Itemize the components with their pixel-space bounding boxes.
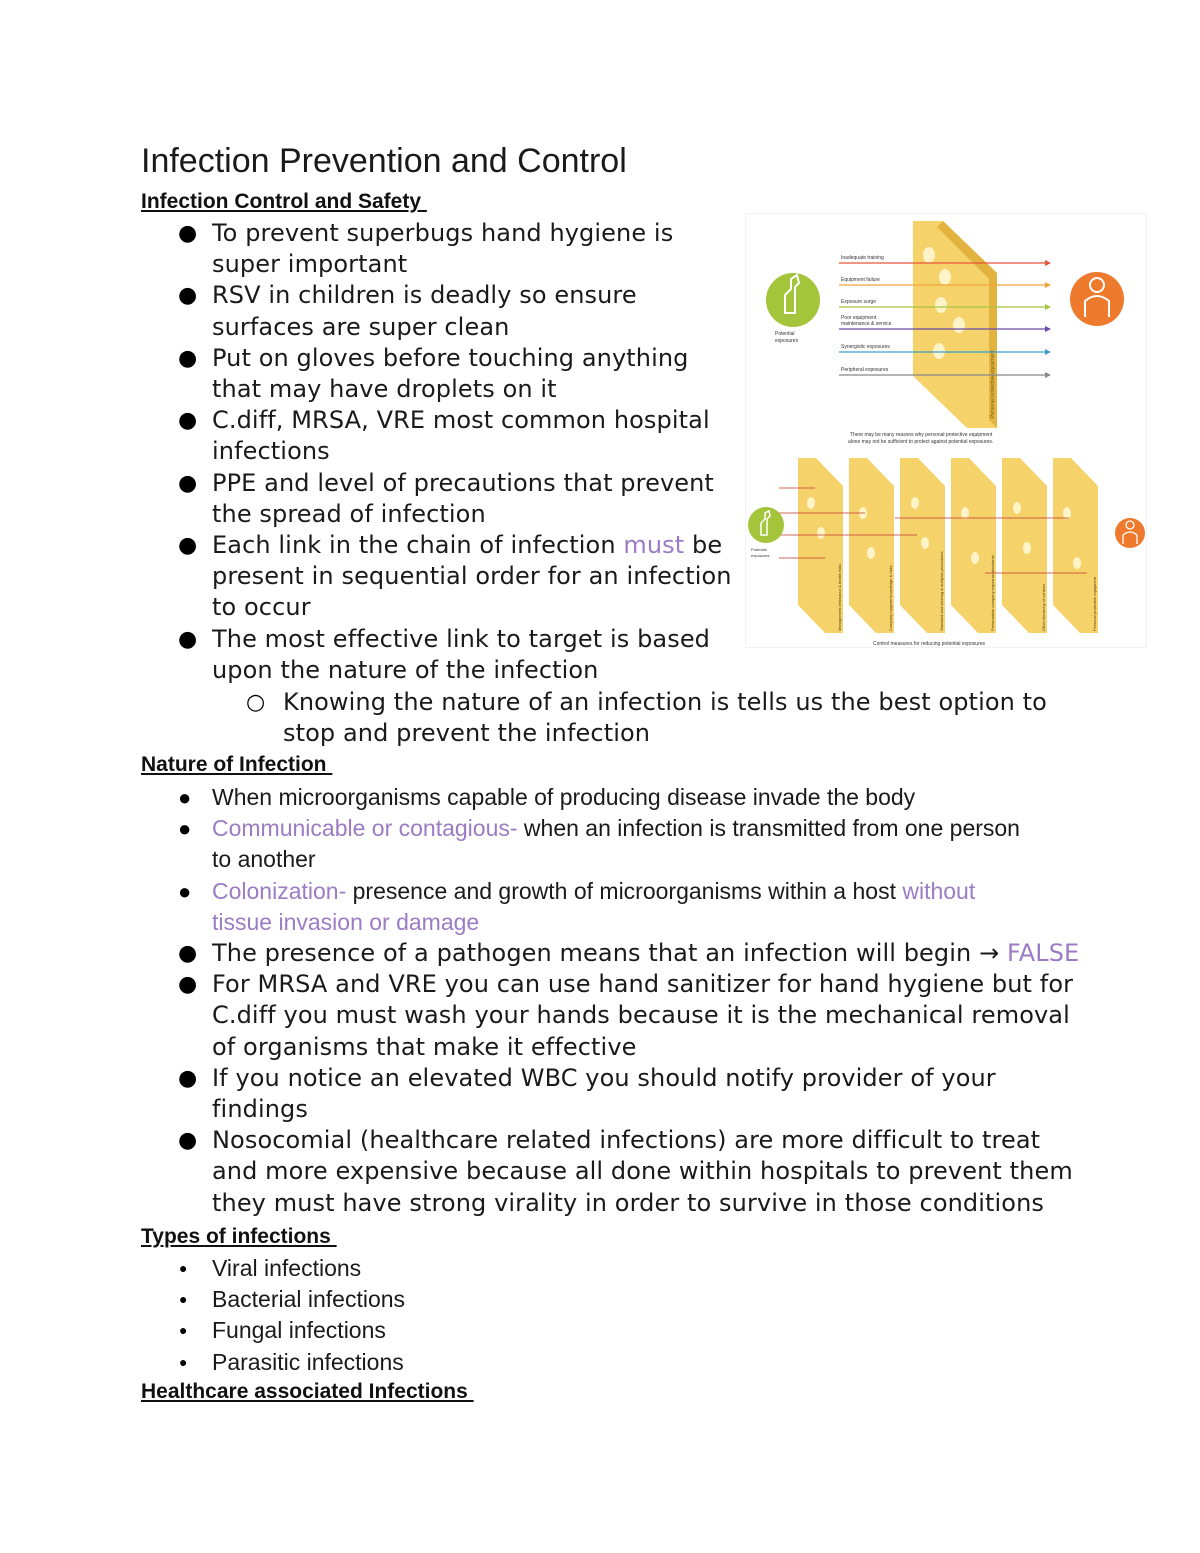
list-item: ● Each link in the chain of infection must be present in sequential order for an infection to occur [178,531,732,622]
list-item: ● PPE and level of precautions that prevent the spread of infection [178,468,714,528]
ppe-panel-label: Personal protective equipment [990,350,996,418]
bullet-icon: ● [178,1065,198,1091]
bullet-icon: ● [178,816,192,842]
cheese-hole [935,297,947,313]
list-item: ● Viral infections [141,1253,741,1284]
term-highlight: Communicable or contagious- [212,815,518,842]
bullet-icon: ● [178,408,198,434]
slice-label: Personal protective equipment [1092,576,1097,631]
list-item: ● For MRSA and VRE you can use hand sanitizer for hand hygiene but for C.diff you must wash your hands because it is the mechanical removal of organisms that make it effective [178,970,1074,1061]
cheese-hole [939,269,951,285]
bullet-icon: ● [178,533,198,559]
bullet-icon: ● [179,1291,188,1308]
bullet-icon: ● [178,878,192,904]
term-highlight: Colonization- [212,877,347,904]
highlight-text: must [623,531,685,560]
page-title: Infection Prevention and Control [141,142,627,180]
bottom-caption: Control measures for reducing potential exposures [873,641,986,647]
slice-label: Other hierarchy of controls [1041,583,1046,631]
bullet-icon: ● [178,470,198,496]
list-item: ● The most effective link to target is based upon the nature of the infection [178,624,711,684]
list-item: ● The presence of a pathogen means that an infection will begin → FALSE [141,938,1141,969]
list-item: ● Parasitic infections [141,1347,741,1378]
slice-label: Standard and wearing & analysis procedures [939,551,944,631]
person-icon [1070,272,1124,326]
reason-label: Equipment failure [841,277,880,283]
cheese-hole [971,552,979,564]
bullet-icon: ● [178,1128,198,1154]
false-highlight: FALSE [1007,939,1080,968]
cheese-hole [961,507,969,519]
cheese-hole [1073,557,1081,569]
bullet-icon: ● [179,1322,188,1339]
reason-label: Inadequate training [841,255,884,261]
list-item: ● Nosocomial (healthcare related infections) are more difficult to treat and more expensive because all done within hospitals to prevent them they must have strong virality in order to survive in those conditions [178,1126,1073,1217]
source-label: Potential [775,331,795,337]
bullet-icon: ● [178,972,198,998]
swiss-cheese-model-figure [745,213,1147,648]
list-item: ● Communicable or contagious- when an infection is transmitted from one person to another [178,815,1020,873]
section-heading-types-of-infections: Types of infections [141,1225,337,1248]
cheese-hole [1013,502,1021,514]
types-of-infections-list [141,1253,741,1378]
infection-control-sublist [212,687,1092,749]
bullet-icon: ● [178,283,198,309]
reason-label: Synergistic exposures [841,344,890,350]
bullet-icon: ● [178,221,198,246]
bullet-icon: ● [178,941,198,967]
list-item: ● C.diff, MRSA, VRE most common hospital infections [178,406,710,466]
hollow-bullet-icon: ○ [246,690,266,715]
reason-label: Peripheral exposures [841,367,889,373]
source-label: exposures [751,553,770,558]
bullet-icon: ● [179,1353,188,1370]
reason-label: maintenance & service [841,321,892,327]
list-item: ● Put on gloves before touching anything that may have droplets on it [178,343,689,404]
potential-exposures-icon [766,273,820,327]
cheese-hole [911,497,919,509]
cheese-hole [921,537,929,549]
section-heading-nature-of-infection: Nature of Infection [141,753,333,776]
bullet-icon: ● [179,1260,188,1276]
nature-of-infection-list [141,782,1141,1219]
cheese-hole [817,527,825,539]
reason-label: Exposure surge [841,299,877,305]
list-item: ● Bacterial infections [141,1284,741,1315]
cheese-hole [953,317,965,333]
bullet-icon: ● [178,345,198,371]
slice-label: Management behaviour & health risks [837,563,842,631]
top-caption: alone may not be sufficient to protect against potential exposures. [848,439,994,445]
sub-list-item: ○ Knowing the nature of an infection is tells us the best option to stop and prevent the infection [246,688,1047,748]
reason-label: Poor equipment [841,315,877,321]
bullet-icon: ● [178,626,198,652]
slice-label: Company hygiene knowledge & risks [888,565,893,631]
source-label: exposures [775,338,799,344]
cheese-hole [1063,507,1071,519]
list-item: ● Colonization- presence and growth of microorganisms within a host without tissue invasion or damage [178,877,976,935]
section-heading-infection-control: Infection Control and Safety [141,190,427,213]
list-item: ● When microorganisms capable of producing disease invade the body [141,782,1141,813]
list-item: ● To prevent superbugs hand hygiene is super important [178,219,674,279]
cheese-hole [807,497,815,509]
cheese-hole [933,343,945,359]
person-icon [1115,518,1145,548]
list-item: ● RSV in children is deadly so ensure surfaces are super clean [178,281,637,341]
infection-control-list [141,218,741,686]
term-highlight: without [902,877,976,904]
cheese-hole [867,547,875,559]
list-item: ● If you notice an elevated WBC you should notify provider of your findings [178,1063,996,1124]
cheese-hole [923,247,935,263]
source-label: Potential [751,547,767,552]
slice-label: Preventative company exposure standards [990,555,995,631]
top-caption: There may be many reasons why personal protective equipment [850,432,993,438]
bullet-icon: ● [178,785,192,810]
list-item: ● Fungal infections [141,1315,741,1346]
cheese-hole [1023,542,1031,554]
section-heading-healthcare-associated-infections: Healthcare associated Infections [141,1380,474,1403]
